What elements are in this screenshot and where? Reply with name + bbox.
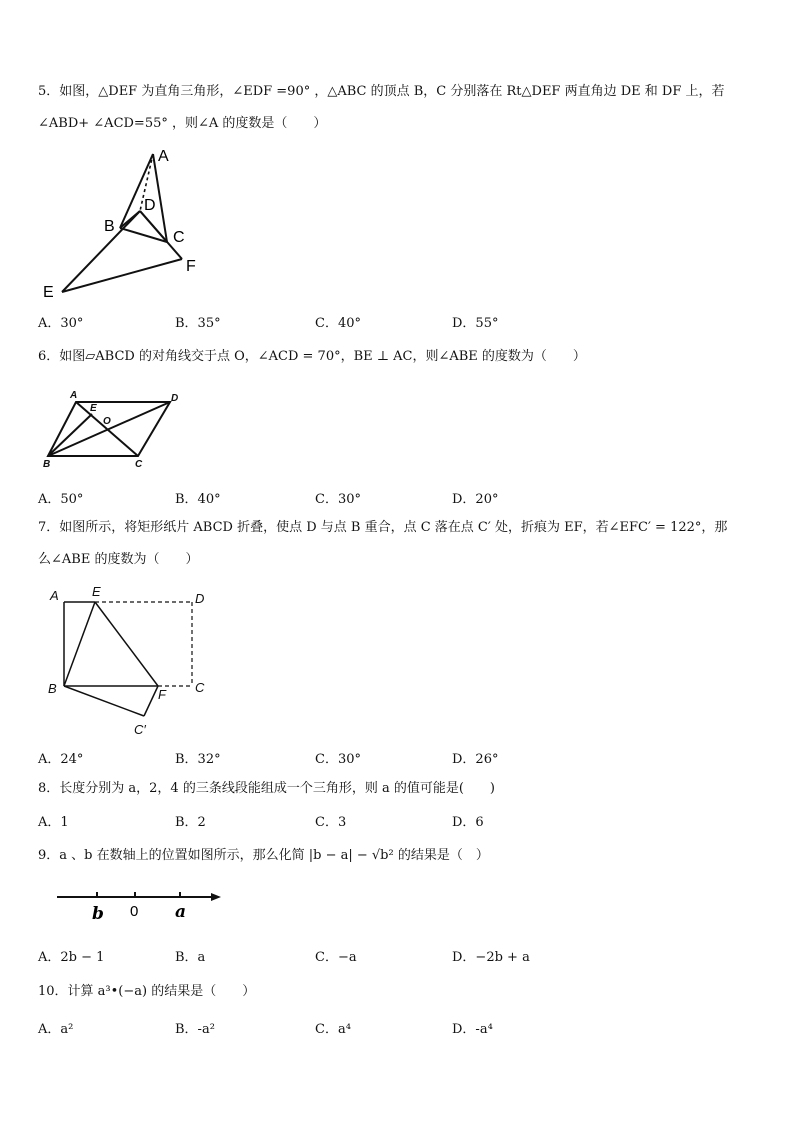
question-5 (38, 82, 758, 134)
figure6-label-A: A (70, 390, 78, 401)
figure5-label-B: B (104, 218, 115, 235)
question-10-option-c[interactable]: C．a⁴ (315, 1022, 351, 1037)
question-7-option-c[interactable]: C．30° (315, 752, 361, 767)
figure6-label-E: E (90, 403, 97, 414)
question-6-option-a[interactable]: A．50° (38, 492, 84, 507)
question-8-options (38, 811, 758, 831)
question-7-option-a[interactable]: A．24° (38, 752, 84, 767)
figure7-label-C: C (195, 680, 205, 695)
question-6 (38, 347, 758, 367)
question-5-options (38, 312, 758, 332)
question-6-option-d[interactable]: D．20° (452, 492, 499, 507)
question-7-option-b[interactable]: B．32° (175, 752, 221, 767)
figure7-label-C-prime: C′ (134, 722, 146, 737)
question-9-option-d[interactable]: D．−2b + a (452, 950, 530, 965)
question-5-option-d[interactable]: D．55° (452, 316, 499, 331)
question-6-option-b[interactable]: B．40° (175, 492, 221, 507)
question-6-text: 6．如图▱ABCD 的对角线交于点 O，∠ACD = 70°，BE ⊥ AC，则∠ABE 的度数为（ ） (38, 349, 586, 364)
question-8-option-b[interactable]: B．2 (175, 815, 206, 830)
question-5-figure (40, 145, 200, 305)
question-10-text: 10．计算 a³•(−a) 的结果是（ ） (38, 984, 256, 999)
number-line-label-b: b (92, 904, 104, 924)
figure7-label-F: F (158, 687, 166, 702)
question-9 (38, 846, 758, 866)
question-7 (38, 518, 758, 570)
question-6-options (38, 488, 758, 508)
question-5-option-b[interactable]: B．35° (175, 316, 221, 331)
figure5-label-A: A (158, 148, 169, 165)
figure5-label-D: D (144, 197, 156, 214)
question-9-option-b[interactable]: B．a (175, 950, 206, 965)
question-5-text-line2: ∠ABD+ ∠ACD=55° ，则∠A 的度数是（ ） (38, 116, 327, 131)
question-10 (38, 982, 758, 1002)
figure5-label-F: F (186, 258, 196, 275)
question-7-option-d[interactable]: D．26° (452, 752, 499, 767)
figure5-label-C: C (173, 229, 185, 246)
figure5-label-E: E (43, 284, 54, 301)
question-7-text-line2: 么∠ABE 的度数为（ ） (38, 552, 199, 567)
question-9-text: 9．a 、b 在数轴上的位置如图所示，那么化简 |b − a| − √b² 的结果是（ ） (38, 848, 489, 863)
question-8-option-a[interactable]: A．1 (38, 815, 69, 830)
question-6-figure (40, 389, 190, 469)
question-7-text-line1: 7．如图所示，将矩形纸片 ABCD 折叠，使点 D 与点 B 重合，点 C 落在点 C′ 处，折痕为 EF，若∠EFC′ = 122°，那 (38, 520, 728, 535)
figure7-label-A: A (50, 588, 59, 603)
figure7-label-B: B (48, 681, 57, 696)
question-8-text: 8．长度分别为 a，2，4 的三条线段能组成一个三角形，则 a 的值可能是( ) (38, 781, 495, 796)
figure6-label-B: B (43, 459, 51, 470)
question-7-figure (40, 582, 220, 742)
figure7-label-D: D (195, 591, 205, 606)
figure6-label-O: O (103, 416, 111, 427)
question-7-options (38, 748, 758, 768)
question-6-option-c[interactable]: C．30° (315, 492, 361, 507)
question-5-option-c[interactable]: C．40° (315, 316, 361, 331)
question-9-option-c[interactable]: C．−a (315, 950, 357, 965)
question-10-option-b[interactable]: B．-a² (175, 1022, 215, 1037)
question-8 (38, 779, 758, 799)
figure6-label-C: C (135, 459, 143, 470)
question-10-option-d[interactable]: D．-a⁴ (452, 1022, 493, 1037)
question-9-number-line (55, 885, 230, 925)
question-10-option-a[interactable]: A．a² (38, 1022, 74, 1037)
question-8-option-d[interactable]: D．6 (452, 815, 484, 830)
question-10-options (38, 1018, 758, 1038)
question-9-option-a[interactable]: A．2b − 1 (38, 950, 105, 965)
question-9-options (38, 946, 758, 966)
figure6-label-D: D (171, 393, 179, 404)
question-5-option-a[interactable]: A．30° (38, 316, 84, 331)
figure7-label-E: E (92, 584, 101, 599)
question-8-option-c[interactable]: C．3 (315, 815, 347, 830)
question-5-text-line1: 5．如图，△DEF 为直角三角形，∠EDF =90° ，△ABC 的顶点 B，C 分别落在 Rt△DEF 两直角边 DE 和 DF 上，若 (38, 84, 725, 99)
number-line-label-zero: 0 (130, 903, 139, 920)
number-line-label-a: a (175, 902, 187, 922)
